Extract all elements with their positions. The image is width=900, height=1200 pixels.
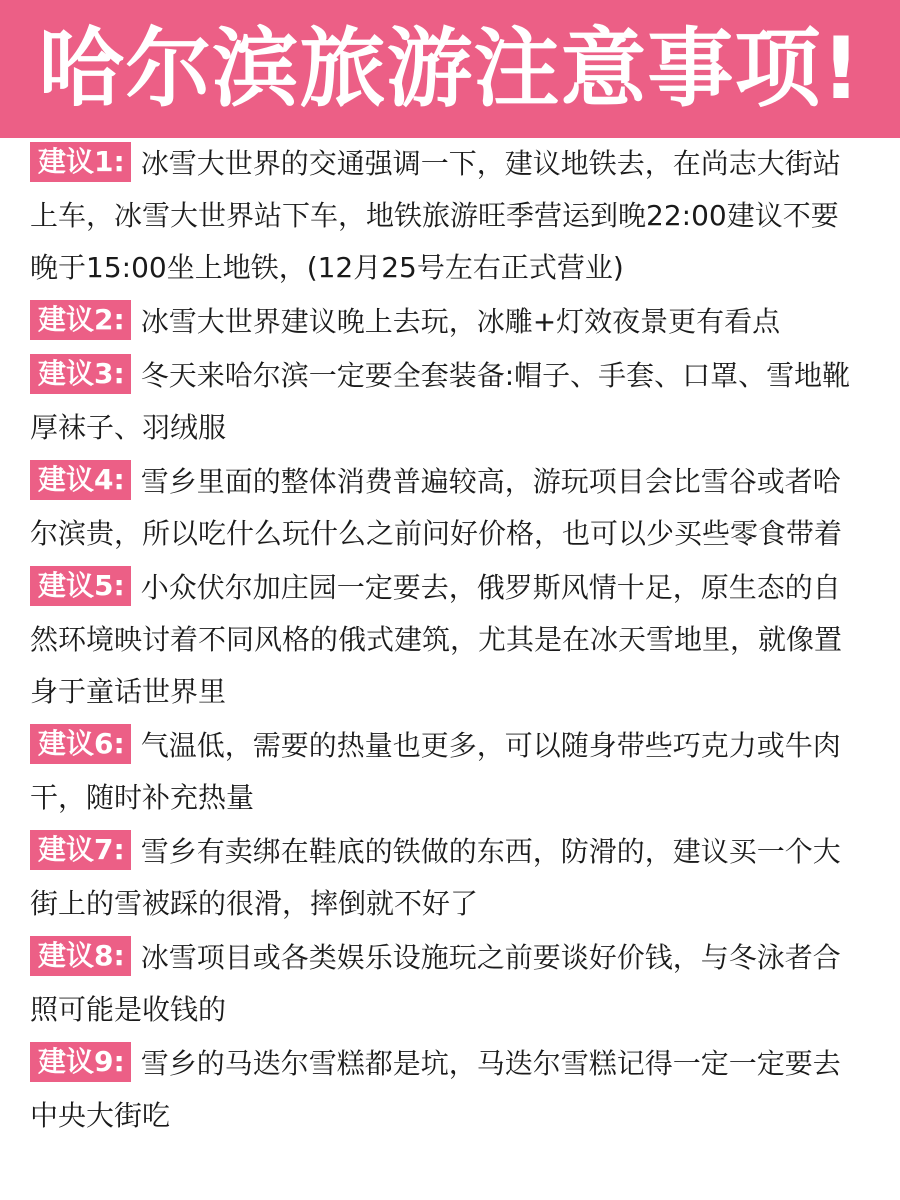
tip-item-5 [30, 562, 854, 718]
tip-label: 建议9: [30, 1042, 131, 1082]
tip-label: 建议4: [30, 460, 131, 500]
tip-text: 冰雪大世界建议晚上去玩，冰雕+灯效夜景更有看点 [140, 305, 781, 338]
tip-label: 建议7: [30, 830, 131, 870]
tips-list [0, 138, 900, 1142]
tip-label: 建议8: [30, 936, 131, 976]
page-title: 哈尔滨旅游注意事项! [38, 19, 862, 119]
tip-label: 建议5: [30, 566, 131, 606]
tip-label: 建议6: [30, 724, 131, 764]
tip-text: 雪乡里面的整体消费普遍较高，游玩项目会比雪谷或者哈尔滨贵，所以吃什么玩什么之前问好价格，也可以少买些零食带着 [30, 465, 843, 550]
title-banner [0, 0, 900, 138]
tip-item-8 [30, 932, 854, 1036]
tip-label: 建议3: [30, 354, 131, 394]
tip-item-2 [30, 296, 854, 348]
tip-item-9 [30, 1038, 854, 1142]
tip-label: 建议2: [30, 300, 131, 340]
tip-text: 冰雪项目或各类娱乐设施玩之前要谈好价钱，与冬泳者合照可能是收钱的 [30, 941, 841, 1026]
tip-item-3 [30, 350, 854, 454]
tip-item-4 [30, 456, 854, 560]
tip-label: 建议1: [30, 142, 131, 182]
tip-item-7 [30, 826, 854, 930]
tip-text: 冰雪大世界的交通强调一下，建议地铁去，在尚志大街站上车，冰雪大世界站下车，地铁旅游旺季营运到晚22:00建议不要晚于15:00坐上地铁，(12月25号左右正式营业) [30, 147, 841, 284]
tip-text: 冬天来哈尔滨一定要全套装备:帽子、手套、口罩、雪地靴厚袜子、羽绒服 [30, 359, 851, 444]
tip-text: 雪乡有卖绑在鞋底的铁做的东西，防滑的，建议买一个大街上的雪被踩的很滑，摔倒就不好了 [30, 835, 841, 920]
tip-text: 气温低，需要的热量也更多，可以随身带些巧克力或牛肉干，随时补充热量 [30, 729, 841, 814]
tip-text: 小众伏尔加庄园一定要去，俄罗斯风情十足，原生态的自然环境映讨着不同风格的俄式建筑，尤其是在冰天雪地里，就像置身于童话世界里 [30, 571, 843, 708]
tip-item-1 [30, 138, 854, 294]
tip-item-6 [30, 720, 854, 824]
tip-text: 雪乡的马迭尔雪糕都是坑，马迭尔雪糕记得一定一定要去中央大街吃 [30, 1047, 841, 1132]
